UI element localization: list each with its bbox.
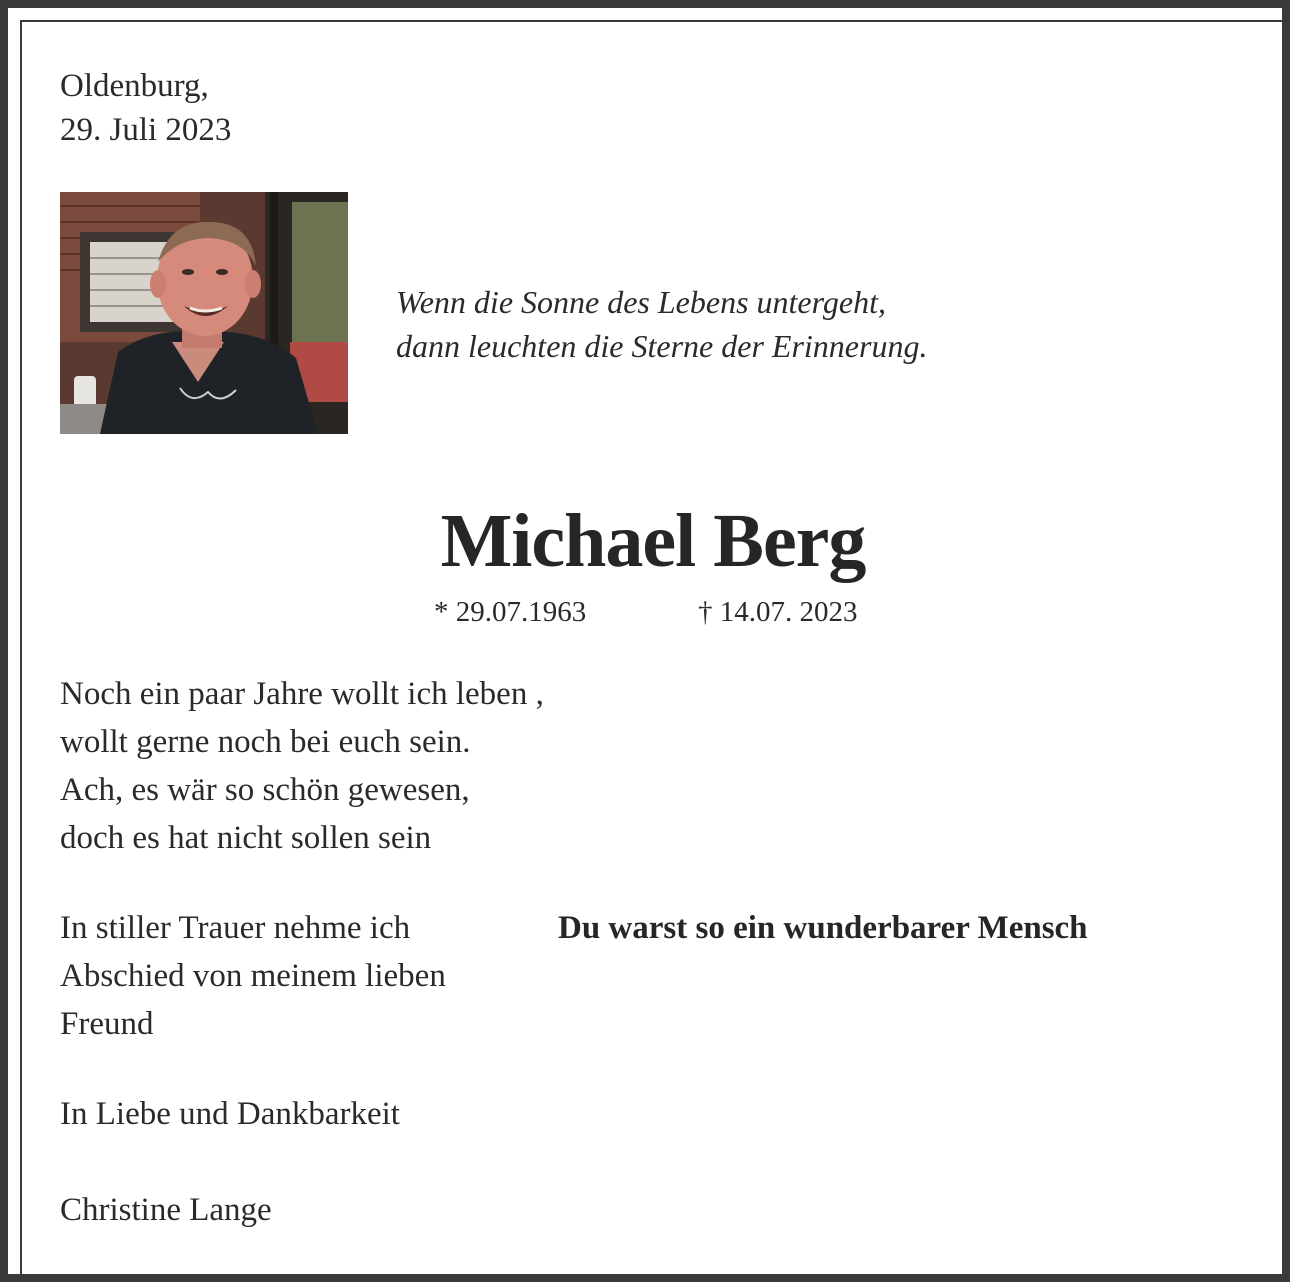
poem-line: Ach, es wär so schön gewesen,: [60, 772, 470, 808]
portrait-illustration: [60, 192, 348, 434]
poem-block: [60, 670, 544, 862]
tribute-text: Du warst so ein wunderbarer Mensch: [558, 910, 1088, 946]
place-date-block: [60, 64, 231, 152]
death-date: † 14.07. 2023: [698, 596, 858, 628]
signer-name: Christine Lange: [60, 1192, 272, 1228]
birth-date: * 29.07.1963: [434, 596, 587, 628]
closing-text: In Liebe und Dankbarkeit: [60, 1096, 400, 1132]
poem-line: doch es hat nicht sollen sein: [60, 820, 432, 856]
farewell-line: Abschied von meinem lieben: [60, 958, 446, 994]
quote-line-2: dann leuchten die Sterne der Erinnerung.: [396, 328, 928, 364]
place-text: Oldenburg,: [60, 68, 209, 104]
date-text: 29. Juli 2023: [60, 112, 232, 148]
deceased-name: Michael Berg: [440, 499, 866, 583]
quote-line-1: Wenn die Sonne des Lebens untergeht,: [396, 284, 886, 320]
poem-line: wollt gerne noch bei euch sein.: [60, 724, 471, 760]
farewell-block: [60, 904, 446, 1048]
farewell-line: Freund: [60, 1006, 154, 1042]
portrait-photo: [60, 192, 348, 434]
farewell-line: In stiller Trauer nehme ich: [60, 910, 411, 946]
memorial-quote: [396, 280, 927, 368]
poem-line: Noch ein paar Jahre wollt ich leben ,: [60, 676, 544, 712]
